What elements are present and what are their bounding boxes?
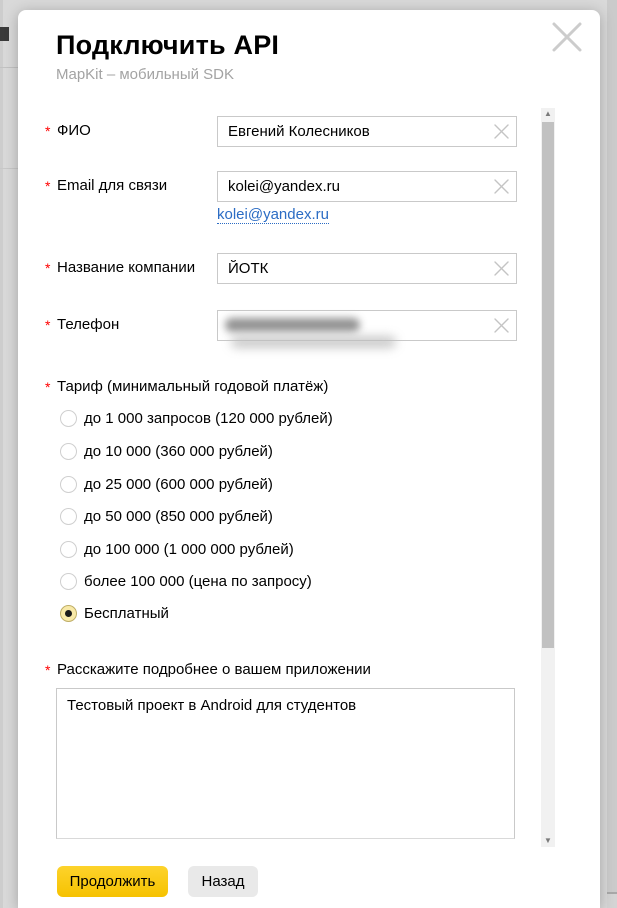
background-text-fragment xyxy=(0,27,9,41)
form-scrollbar[interactable] xyxy=(541,108,555,847)
background-divider xyxy=(0,67,18,68)
back-button[interactable]: Назад xyxy=(188,866,258,897)
company-label: Название компании xyxy=(57,259,196,276)
continue-button[interactable]: Продолжить xyxy=(57,866,168,897)
radio-icon[interactable] xyxy=(60,573,77,590)
background-divider xyxy=(0,168,18,169)
fio-input[interactable] xyxy=(217,116,517,147)
radio-label: более 100 000 (цена по запросу) xyxy=(84,573,312,590)
radio-icon[interactable] xyxy=(60,476,77,493)
email-suggestion-link[interactable]: kolei@yandex.ru xyxy=(217,206,329,223)
radio-icon[interactable] xyxy=(60,443,77,460)
required-asterisk: * xyxy=(45,178,51,194)
radio-label: до 100 000 (1 000 000 рублей) xyxy=(84,541,294,558)
background-page-edge xyxy=(0,0,3,908)
company-input[interactable] xyxy=(217,253,517,284)
phone-redacted-blur xyxy=(225,318,360,332)
radio-icon[interactable] xyxy=(60,605,77,622)
page-scrollbar[interactable] xyxy=(607,0,617,908)
radio-label: до 25 000 (600 000 рублей) xyxy=(84,476,273,493)
required-asterisk: * xyxy=(45,260,51,276)
radio-label: Бесплатный xyxy=(84,605,169,622)
required-asterisk: * xyxy=(45,123,51,139)
modal-subtitle: MapKit – мобильный SDK xyxy=(56,66,235,83)
clear-icon[interactable] xyxy=(494,179,509,194)
radio-label: до 1 000 запросов (120 000 рублей) xyxy=(84,410,333,427)
tariff-label: Тариф (минимальный годовой платёж) xyxy=(57,378,329,395)
modal-title: Подключить API xyxy=(56,30,280,60)
clear-icon[interactable] xyxy=(494,261,509,276)
about-label: Расскажите подробнее о вашем приложении xyxy=(57,661,371,678)
close-icon[interactable] xyxy=(550,20,584,54)
required-asterisk: * xyxy=(45,317,51,333)
phone-redacted-blur xyxy=(231,336,396,348)
about-textarea[interactable] xyxy=(56,688,515,839)
phone-input-wrap xyxy=(217,310,517,341)
phone-label: Телефон xyxy=(57,316,120,333)
required-asterisk: * xyxy=(45,662,51,678)
radio-icon[interactable] xyxy=(60,541,77,558)
fio-input-wrap xyxy=(217,116,517,147)
radio-icon[interactable] xyxy=(60,508,77,525)
fio-label: ФИО xyxy=(57,122,91,139)
email-input[interactable] xyxy=(217,171,517,202)
radio-icon[interactable] xyxy=(60,410,77,427)
form-scrollbar-thumb[interactable] xyxy=(542,122,554,648)
page-scrollbar-thumb[interactable] xyxy=(607,0,617,894)
clear-icon[interactable] xyxy=(494,318,509,333)
radio-label: до 50 000 (850 000 рублей) xyxy=(84,508,273,525)
radio-label: до 10 000 (360 000 рублей) xyxy=(84,443,273,460)
connect-api-modal xyxy=(18,10,600,908)
required-asterisk: * xyxy=(45,379,51,395)
scroll-down-icon[interactable]: ▼ xyxy=(544,836,552,845)
company-input-wrap xyxy=(217,253,517,284)
scroll-up-icon[interactable]: ▲ xyxy=(544,109,552,118)
clear-icon[interactable] xyxy=(494,124,509,139)
email-input-wrap xyxy=(217,171,517,202)
email-label: Email для связи xyxy=(57,177,168,194)
